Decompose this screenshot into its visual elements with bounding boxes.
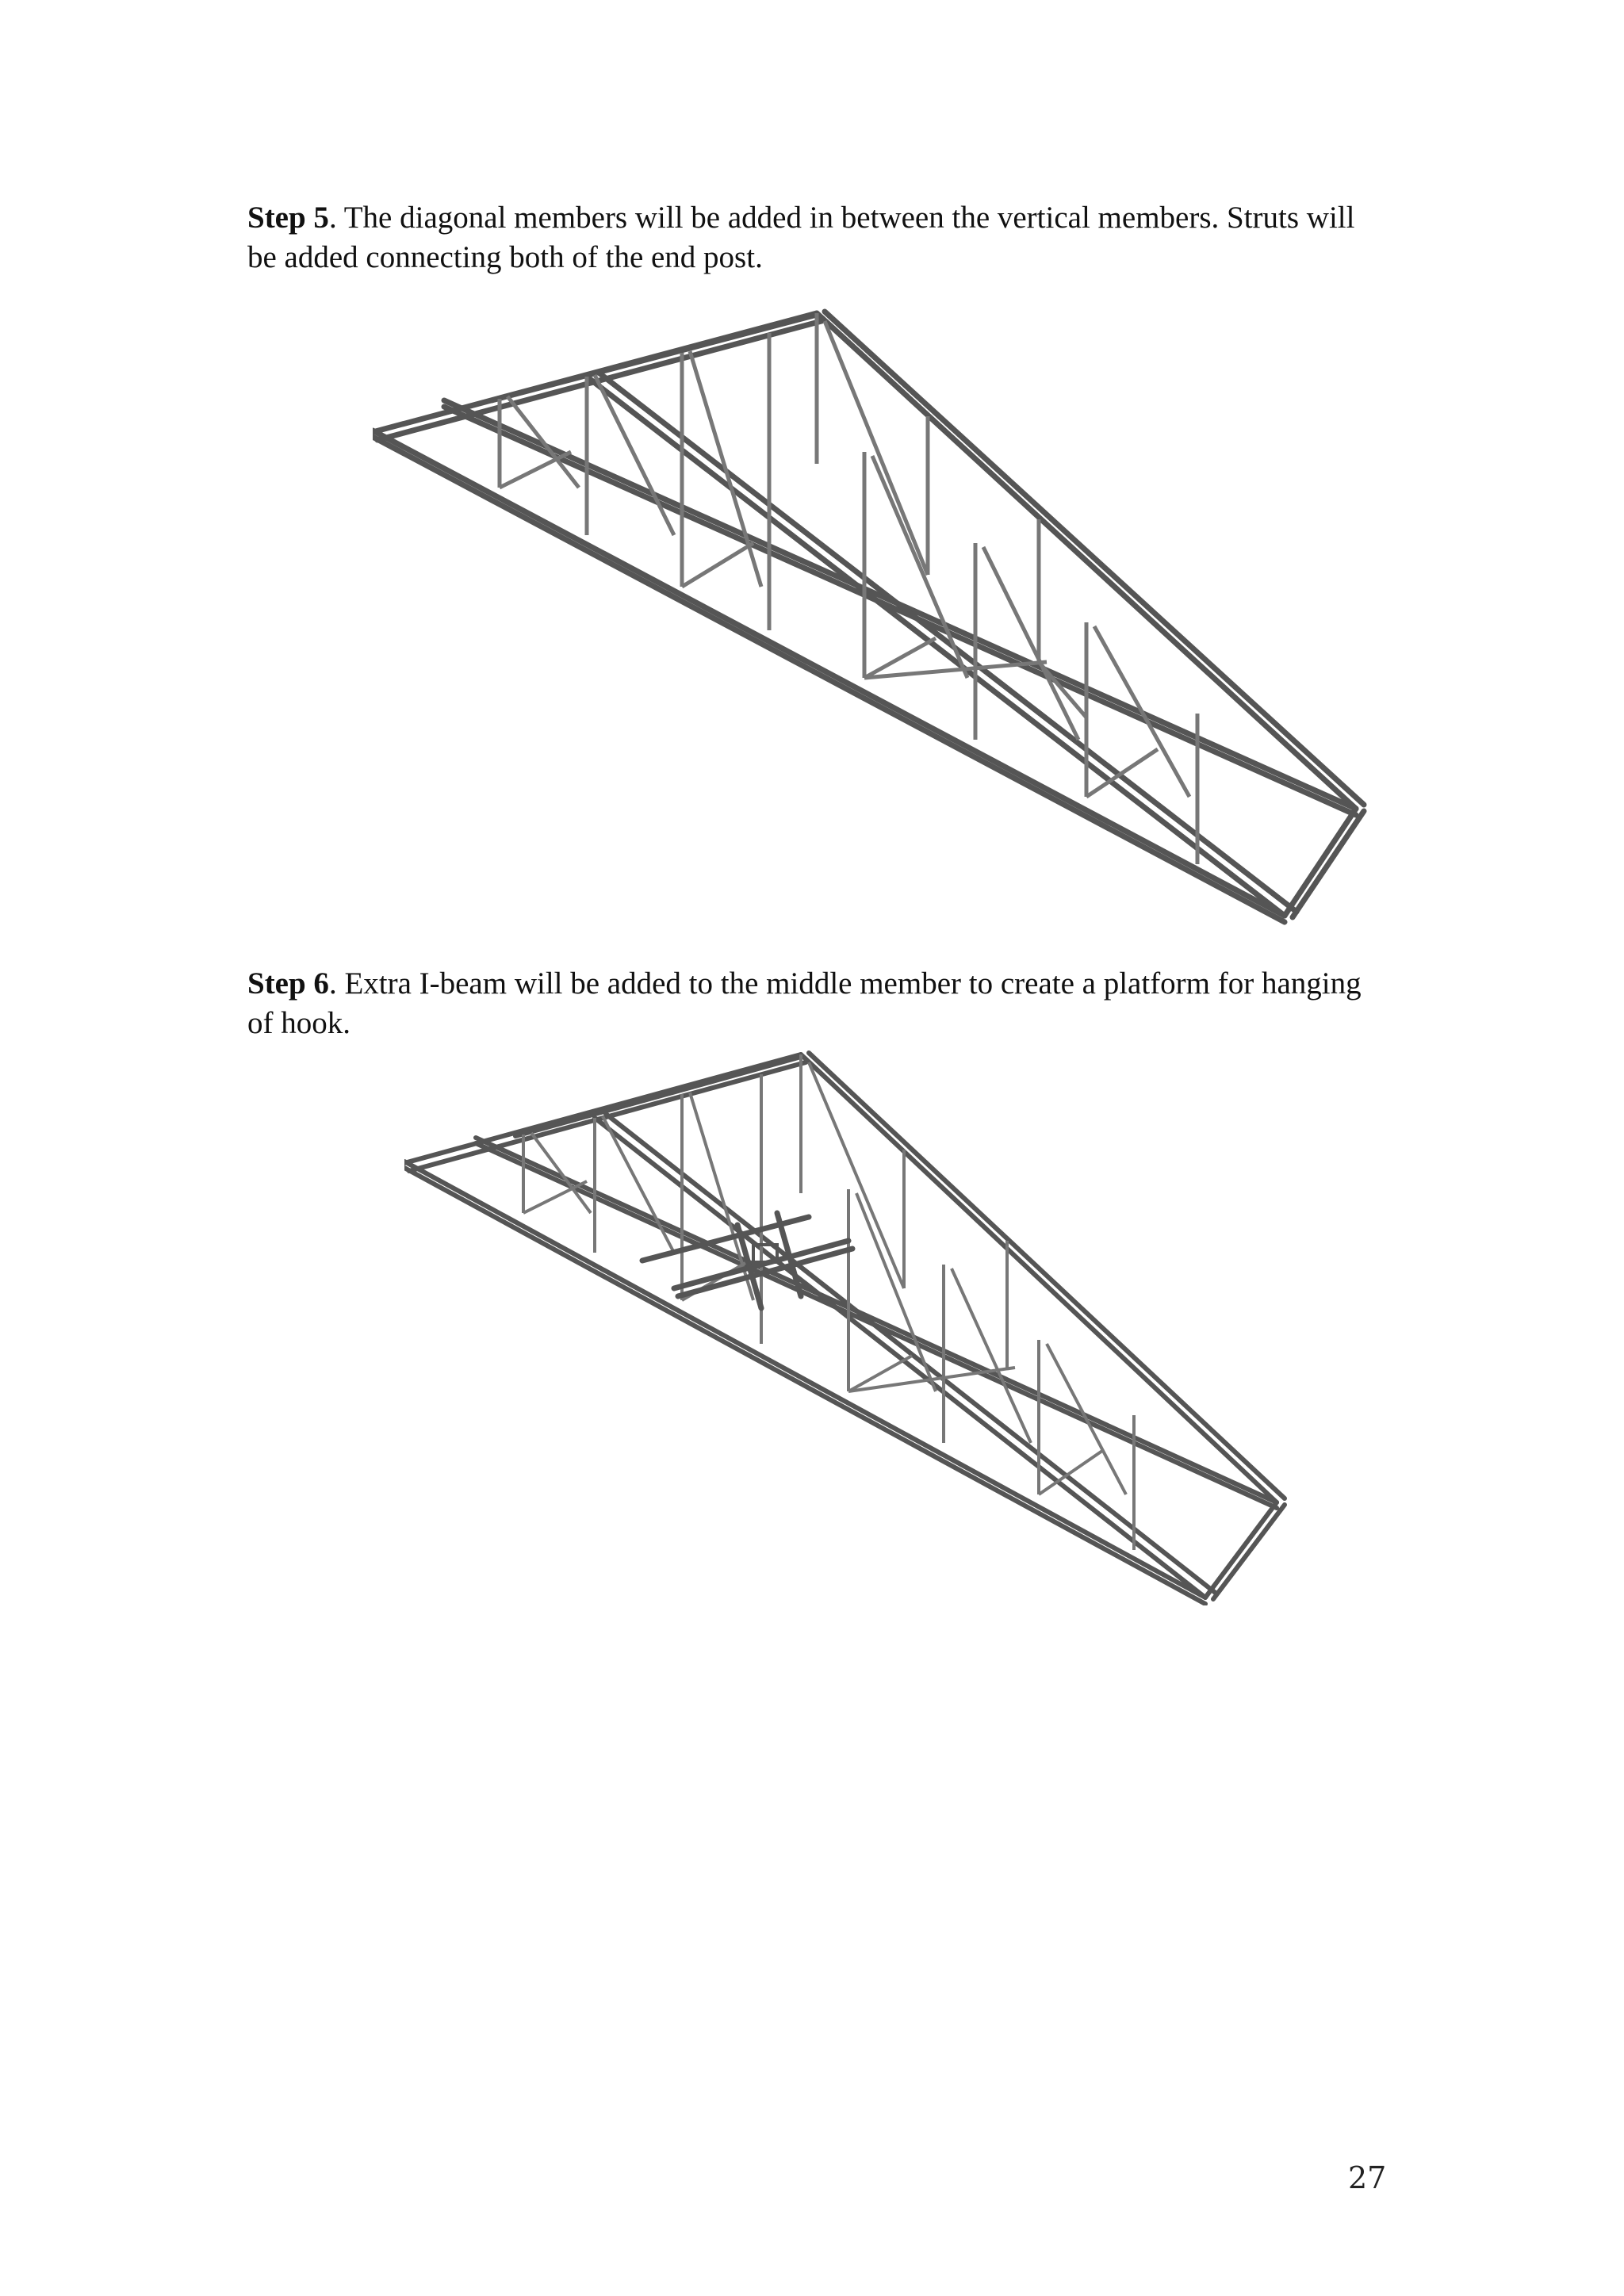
- step-5-paragraph: [247, 198, 1389, 277]
- page-number: 27: [1348, 2160, 1387, 2195]
- step-6-label: Step 6: [247, 966, 329, 1001]
- step-6-text: . Extra I-beam will be added to the middle member to create a platform for hanging of hook.: [247, 966, 1362, 1040]
- truss-figure-step-5: [373, 305, 1380, 939]
- step-5-text: . The diagonal members will be added in between the vertical members. Struts will be added connecting both of the end post.: [247, 201, 1355, 274]
- step-6-paragraph: [247, 964, 1389, 1043]
- truss-figure-step-6: [404, 1050, 1300, 1605]
- step-5-label: Step 5: [247, 201, 329, 235]
